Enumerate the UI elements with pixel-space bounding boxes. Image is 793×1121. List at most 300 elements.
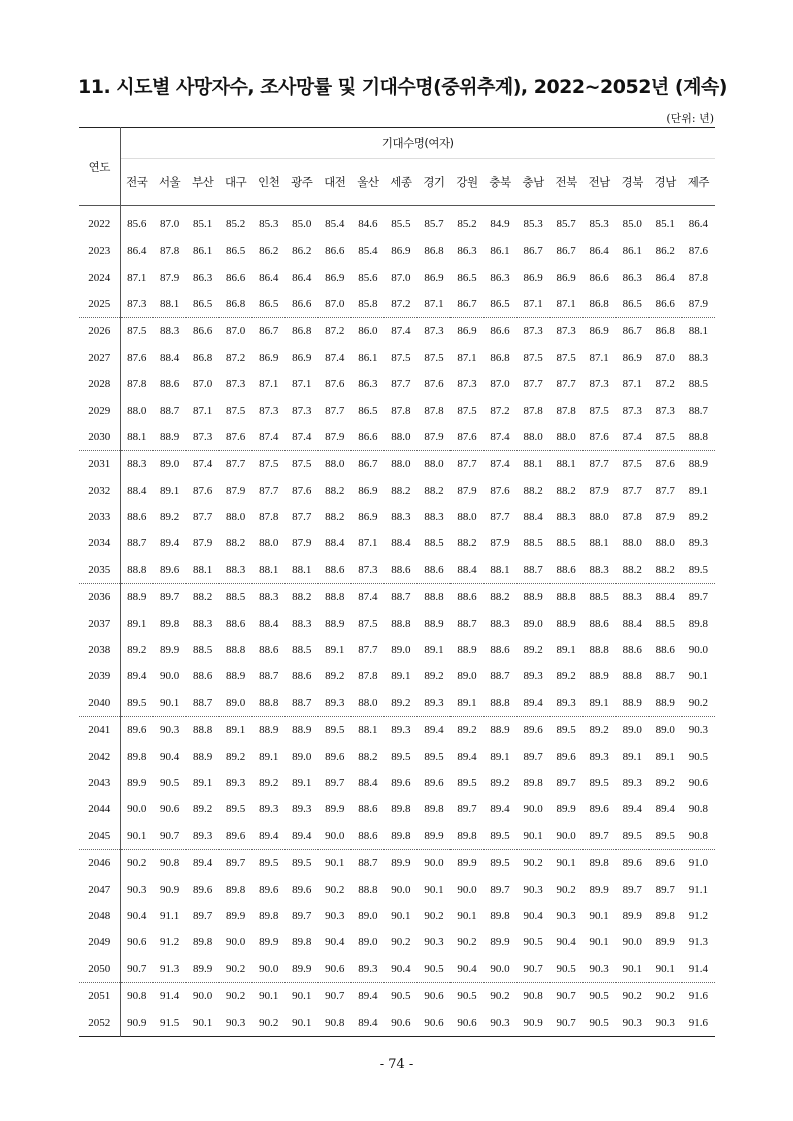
value-cell: 89.4: [424, 724, 444, 737]
year-cell: 2028: [79, 371, 120, 397]
value-cell: 90.6: [159, 803, 180, 816]
value-cell: 89.4: [622, 803, 642, 816]
value-cell: 90.9: [159, 883, 180, 896]
value-cell: 88.7: [186, 690, 219, 717]
year-cell: 2029: [79, 397, 120, 423]
value-cell: 88.9: [523, 591, 543, 604]
table-row: [79, 717, 715, 744]
table-row: [79, 637, 715, 663]
value-cell: 89.2: [159, 511, 180, 524]
value-cell: 89.5: [391, 750, 411, 763]
value-cell: 88.1: [153, 291, 186, 318]
value-cell: 90.2: [325, 883, 345, 896]
value-cell: 90.2: [682, 690, 715, 717]
value-cell: 88.0: [351, 690, 384, 717]
value-cell: 88.3: [192, 617, 213, 630]
region-header: 대구: [219, 159, 252, 206]
value-cell: 87.6: [655, 458, 675, 471]
table-row: [79, 823, 715, 850]
value-cell: 89.0: [219, 690, 252, 717]
value-cell: 86.3: [622, 271, 642, 284]
value-cell: 88.6: [417, 557, 450, 584]
value-cell: 89.2: [384, 690, 417, 717]
region-header: 충남: [517, 159, 550, 206]
value-cell: 88.0: [325, 458, 345, 471]
value-cell: 88.1: [120, 424, 153, 451]
value-cell: 87.8: [556, 404, 576, 417]
value-cell: 87.1: [417, 291, 450, 318]
value-cell: 87.3: [655, 404, 675, 417]
value-cell: 89.0: [457, 670, 477, 683]
value-cell: 90.1: [517, 823, 550, 850]
value-cell: 84.9: [490, 218, 510, 230]
value-cell: 89.3: [259, 803, 279, 816]
region-header: 인천: [252, 159, 285, 206]
table-row: [79, 743, 715, 769]
value-cell: 88.8: [226, 644, 246, 657]
value-cell: 86.7: [556, 245, 576, 258]
value-cell: 90.8: [682, 823, 715, 850]
value-cell: 90.3: [655, 1016, 675, 1029]
value-cell: 88.9: [259, 724, 279, 737]
value-cell: 90.6: [457, 1016, 477, 1029]
value-cell: 89.1: [583, 690, 616, 717]
value-cell: 90.5: [159, 777, 180, 789]
value-cell: 88.6: [490, 644, 510, 657]
value-cell: 88.9: [589, 670, 609, 683]
value-cell: 89.1: [450, 690, 483, 717]
value-cell: 87.5: [226, 404, 246, 417]
value-cell: 89.7: [622, 883, 642, 896]
value-cell: 88.7: [517, 557, 550, 584]
value-cell: 89.7: [490, 883, 510, 896]
value-cell: 87.0: [318, 291, 351, 318]
value-cell: 90.4: [325, 936, 345, 949]
value-cell: 89.0: [523, 617, 543, 630]
value-cell: 88.4: [259, 617, 279, 630]
value-cell: 87.8: [622, 511, 642, 524]
value-cell: 88.6: [457, 591, 477, 604]
value-cell: 89.5: [457, 777, 477, 789]
value-cell: 89.0: [292, 750, 312, 763]
value-cell: 88.6: [192, 670, 213, 683]
value-cell: 90.1: [688, 670, 709, 683]
value-cell: 90.7: [517, 956, 550, 983]
value-cell: 88.8: [556, 591, 576, 604]
value-cell: 90.1: [391, 909, 411, 922]
value-cell: 89.9: [556, 803, 576, 816]
value-cell: 88.9: [192, 750, 213, 763]
value-cell: 88.2: [358, 750, 378, 763]
value-cell: 89.5: [649, 823, 682, 850]
value-cell: 90.1: [589, 909, 609, 922]
value-cell: 86.6: [649, 291, 682, 318]
value-cell: 88.7: [490, 670, 510, 683]
value-cell: 90.8: [159, 857, 180, 870]
value-cell: 89.5: [226, 803, 246, 816]
value-cell: 90.8: [127, 990, 147, 1003]
value-cell: 89.5: [490, 857, 510, 870]
region-header: 세종: [384, 159, 417, 206]
value-cell: 89.8: [127, 750, 147, 763]
value-cell: 88.5: [589, 591, 609, 604]
value-cell: 88.0: [226, 511, 246, 524]
value-cell: 89.8: [424, 803, 444, 816]
value-cell: 89.4: [655, 803, 675, 816]
value-cell: 89.1: [424, 644, 444, 657]
value-cell: 87.8: [424, 404, 444, 417]
value-cell: 87.1: [622, 378, 642, 391]
value-cell: 89.2: [424, 670, 444, 683]
value-cell: 89.3: [688, 537, 709, 550]
table-row: [79, 849, 715, 876]
region-header: 경북: [616, 159, 649, 206]
value-cell: 89.3: [589, 750, 609, 763]
value-cell: 85.2: [226, 218, 246, 230]
value-cell: 89.5: [325, 724, 345, 737]
value-cell: 89.2: [589, 724, 609, 737]
value-cell: 88.3: [583, 557, 616, 584]
value-cell: 89.5: [589, 777, 609, 789]
value-cell: 90.1: [259, 990, 279, 1003]
value-cell: 89.0: [622, 724, 642, 737]
value-cell: 91.1: [688, 883, 709, 896]
value-cell: 87.1: [589, 351, 609, 364]
value-cell: 88.4: [523, 511, 543, 524]
value-cell: 86.0: [358, 325, 378, 338]
region-header: 서울: [153, 159, 186, 206]
value-cell: 86.9: [391, 245, 411, 258]
value-cell: 88.0: [259, 537, 279, 550]
value-cell: 88.4: [391, 537, 411, 550]
value-cell: 88.7: [358, 857, 378, 870]
value-cell: 88.9: [226, 670, 246, 683]
value-cell: 88.1: [688, 325, 709, 338]
value-cell: 86.6: [589, 271, 609, 284]
value-cell: 90.6: [688, 777, 709, 789]
value-cell: 89.4: [517, 690, 550, 717]
table-row: [79, 291, 715, 318]
value-cell: 86.4: [292, 271, 312, 284]
value-cell: 87.7: [391, 378, 411, 391]
value-cell: 89.1: [391, 670, 411, 683]
value-cell: 88.4: [325, 537, 345, 550]
value-cell: 88.7: [159, 404, 180, 417]
value-cell: 88.5: [226, 591, 246, 604]
table-row: [79, 982, 715, 1009]
region-header: 울산: [351, 159, 384, 206]
value-cell: 88.3: [219, 557, 252, 584]
region-header: 대전: [318, 159, 351, 206]
value-cell: 89.0: [655, 724, 675, 737]
region-header: 제주: [682, 159, 715, 206]
value-cell: 89.6: [292, 883, 312, 896]
value-cell: 87.7: [589, 458, 609, 471]
value-cell: 87.4: [616, 424, 649, 451]
value-cell: 88.6: [384, 557, 417, 584]
year-cell: 2038: [79, 637, 120, 663]
value-cell: 88.5: [556, 537, 576, 550]
value-cell: 88.4: [159, 351, 180, 364]
value-cell: 90.7: [556, 990, 576, 1003]
value-cell: 90.2: [490, 990, 510, 1003]
value-cell: 89.7: [226, 857, 246, 870]
value-cell: 90.6: [318, 956, 351, 983]
value-cell: 88.7: [688, 404, 709, 417]
value-cell: 87.5: [358, 617, 378, 630]
value-cell: 87.3: [589, 378, 609, 391]
value-cell: 88.3: [259, 591, 279, 604]
value-cell: 90.2: [226, 990, 246, 1003]
table-row: [79, 478, 715, 504]
value-cell: 90.3: [490, 1016, 510, 1029]
value-cell: 88.8: [120, 557, 153, 584]
value-cell: 86.4: [589, 245, 609, 258]
table-row: [79, 238, 715, 264]
value-cell: 87.8: [523, 404, 543, 417]
value-cell: 87.3: [226, 378, 246, 391]
value-cell: 90.0: [127, 803, 147, 816]
value-cell: 88.4: [450, 557, 483, 584]
value-cell: 87.5: [622, 458, 642, 471]
life-expectancy-table: [79, 127, 715, 1037]
value-cell: 89.8: [384, 823, 417, 850]
value-cell: 90.1: [192, 1016, 213, 1029]
value-cell: 89.8: [523, 777, 543, 789]
value-cell: 90.1: [589, 936, 609, 949]
value-cell: 87.4: [192, 458, 213, 471]
region-header: 강원: [450, 159, 483, 206]
value-cell: 89.3: [550, 690, 583, 717]
value-cell: 88.0: [424, 458, 444, 471]
value-cell: 87.2: [226, 351, 246, 364]
value-cell: 86.4: [655, 271, 675, 284]
value-cell: 89.6: [192, 883, 213, 896]
value-cell: 89.6: [127, 724, 147, 737]
value-cell: 87.6: [583, 424, 616, 451]
value-cell: 87.2: [325, 325, 345, 338]
value-cell: 89.6: [655, 857, 675, 870]
value-cell: 88.3: [688, 351, 709, 364]
year-cell: 2027: [79, 345, 120, 371]
value-cell: 86.9: [589, 325, 609, 338]
value-cell: 90.2: [457, 936, 477, 949]
value-cell: 89.1: [655, 750, 675, 763]
value-cell: 89.8: [589, 857, 609, 870]
value-cell: 90.3: [226, 1016, 246, 1029]
year-cell: 2041: [79, 717, 120, 744]
value-cell: 87.5: [391, 351, 411, 364]
value-cell: 87.8: [358, 670, 378, 683]
value-cell: 90.6: [391, 1016, 411, 1029]
value-cell: 86.3: [358, 378, 378, 391]
table-row: [79, 557, 715, 584]
value-cell: 90.1: [325, 857, 345, 870]
value-cell: 87.0: [490, 378, 510, 391]
value-cell: 89.2: [556, 670, 576, 683]
value-cell: 90.7: [153, 823, 186, 850]
value-cell: 88.2: [490, 591, 510, 604]
value-cell: 88.6: [358, 803, 378, 816]
value-cell: 89.7: [192, 909, 213, 922]
value-cell: 86.8: [655, 325, 675, 338]
value-cell: 89.9: [457, 857, 477, 870]
value-cell: 87.8: [688, 271, 709, 284]
value-cell: 86.9: [523, 271, 543, 284]
value-cell: 86.6: [226, 271, 246, 284]
value-cell: 88.6: [622, 644, 642, 657]
value-cell: 87.4: [252, 424, 285, 451]
value-cell: 89.6: [153, 557, 186, 584]
value-cell: 89.6: [556, 750, 576, 763]
value-cell: 87.5: [457, 404, 477, 417]
value-cell: 87.1: [550, 291, 583, 318]
value-cell: 85.7: [556, 218, 576, 230]
value-cell: 86.6: [351, 424, 384, 451]
year-cell: 2030: [79, 424, 120, 451]
value-cell: 90.7: [120, 956, 153, 983]
value-cell: 87.4: [484, 424, 517, 451]
value-cell: 89.3: [417, 690, 450, 717]
value-cell: 86.8: [219, 291, 252, 318]
value-cell: 89.3: [186, 823, 219, 850]
value-cell: 87.0: [391, 271, 411, 284]
value-cell: 89.7: [583, 823, 616, 850]
value-cell: 85.6: [358, 271, 378, 284]
value-cell: 90.3: [622, 1016, 642, 1029]
value-cell: 86.4: [688, 218, 709, 230]
value-cell: 86.7: [622, 325, 642, 338]
value-cell: 90.3: [583, 956, 616, 983]
value-cell: 87.7: [490, 511, 510, 524]
value-cell: 87.8: [259, 511, 279, 524]
value-cell: 89.3: [622, 777, 642, 789]
value-cell: 89.1: [622, 750, 642, 763]
value-cell: 88.5: [523, 537, 543, 550]
value-cell: 87.3: [523, 325, 543, 338]
value-cell: 89.9: [259, 936, 279, 949]
value-cell: 88.0: [127, 404, 147, 417]
value-cell: 89.5: [424, 750, 444, 763]
value-cell: 91.6: [688, 990, 709, 1003]
value-cell: 88.6: [351, 823, 384, 850]
value-cell: 89.2: [226, 750, 246, 763]
value-cell: 85.2: [457, 218, 477, 230]
value-cell: 88.2: [616, 557, 649, 584]
value-cell: 88.5: [192, 644, 213, 657]
value-cell: 90.5: [589, 1016, 609, 1029]
value-cell: 89.8: [391, 803, 411, 816]
year-cell: 2044: [79, 796, 120, 822]
value-cell: 85.7: [424, 218, 444, 230]
value-cell: 91.0: [688, 857, 709, 870]
value-cell: 89.7: [655, 883, 675, 896]
value-cell: 89.8: [490, 909, 510, 922]
value-cell: 90.0: [318, 823, 351, 850]
table-row: [79, 663, 715, 689]
value-cell: 89.6: [391, 777, 411, 789]
value-cell: 90.3: [325, 909, 345, 922]
value-cell: 86.1: [192, 245, 213, 258]
value-cell: 88.5: [292, 644, 312, 657]
value-cell: 87.6: [219, 424, 252, 451]
value-cell: 87.9: [292, 537, 312, 550]
value-cell: 88.2: [556, 484, 576, 497]
value-cell: 87.2: [384, 291, 417, 318]
value-cell: 91.6: [688, 1016, 709, 1029]
value-cell: 89.9: [391, 857, 411, 870]
year-cell: 2051: [79, 982, 120, 1009]
value-cell: 90.8: [523, 990, 543, 1003]
value-cell: 86.8: [192, 351, 213, 364]
value-cell: 86.7: [450, 291, 483, 318]
value-cell: 87.6: [688, 245, 709, 258]
value-cell: 89.7: [457, 803, 477, 816]
value-cell: 88.0: [622, 537, 642, 550]
value-cell: 88.9: [457, 644, 477, 657]
year-cell: 2043: [79, 770, 120, 796]
value-cell: 87.2: [490, 404, 510, 417]
value-cell: 89.9: [159, 644, 180, 657]
value-cell: 88.4: [655, 591, 675, 604]
value-cell: 88.0: [655, 537, 675, 550]
value-cell: 89.7: [556, 777, 576, 789]
value-cell: 87.8: [391, 404, 411, 417]
value-cell: 86.6: [285, 291, 318, 318]
value-cell: 90.1: [153, 690, 186, 717]
value-cell: 89.3: [292, 803, 312, 816]
value-cell: 87.3: [424, 325, 444, 338]
value-cell: 90.0: [550, 823, 583, 850]
value-cell: 90.1: [424, 883, 444, 896]
value-cell: 89.9: [490, 936, 510, 949]
value-cell: 90.0: [252, 956, 285, 983]
value-cell: 86.8: [583, 291, 616, 318]
value-cell: 88.8: [682, 424, 715, 451]
value-cell: 87.3: [556, 325, 576, 338]
value-cell: 89.8: [450, 823, 483, 850]
year-cell: 2050: [79, 956, 120, 983]
value-cell: 86.7: [358, 458, 378, 471]
value-cell: 88.9: [556, 617, 576, 630]
value-cell: 86.1: [622, 245, 642, 258]
value-cell: 86.9: [259, 351, 279, 364]
unit-label: (단위: 년): [666, 112, 714, 125]
value-cell: 87.7: [556, 378, 576, 391]
region-header: 경기: [417, 159, 450, 206]
value-cell: 89.6: [589, 803, 609, 816]
value-cell: 89.9: [622, 909, 642, 922]
region-header-row: [79, 159, 715, 206]
value-cell: 88.5: [688, 378, 709, 391]
value-cell: 88.8: [192, 724, 213, 737]
region-header: 부산: [186, 159, 219, 206]
value-cell: 87.7: [325, 404, 345, 417]
value-cell: 88.8: [589, 644, 609, 657]
year-cell: 2048: [79, 903, 120, 929]
value-cell: 89.0: [358, 909, 378, 922]
value-cell: 86.9: [424, 271, 444, 284]
value-cell: 88.9: [616, 690, 649, 717]
value-cell: 86.9: [292, 351, 312, 364]
value-cell: 86.2: [259, 245, 279, 258]
value-cell: 91.1: [159, 909, 180, 922]
value-cell: 89.1: [226, 724, 246, 737]
value-cell: 88.0: [550, 424, 583, 451]
value-cell: 88.4: [358, 777, 378, 789]
value-cell: 87.4: [325, 351, 345, 364]
value-cell: 86.6: [325, 245, 345, 258]
